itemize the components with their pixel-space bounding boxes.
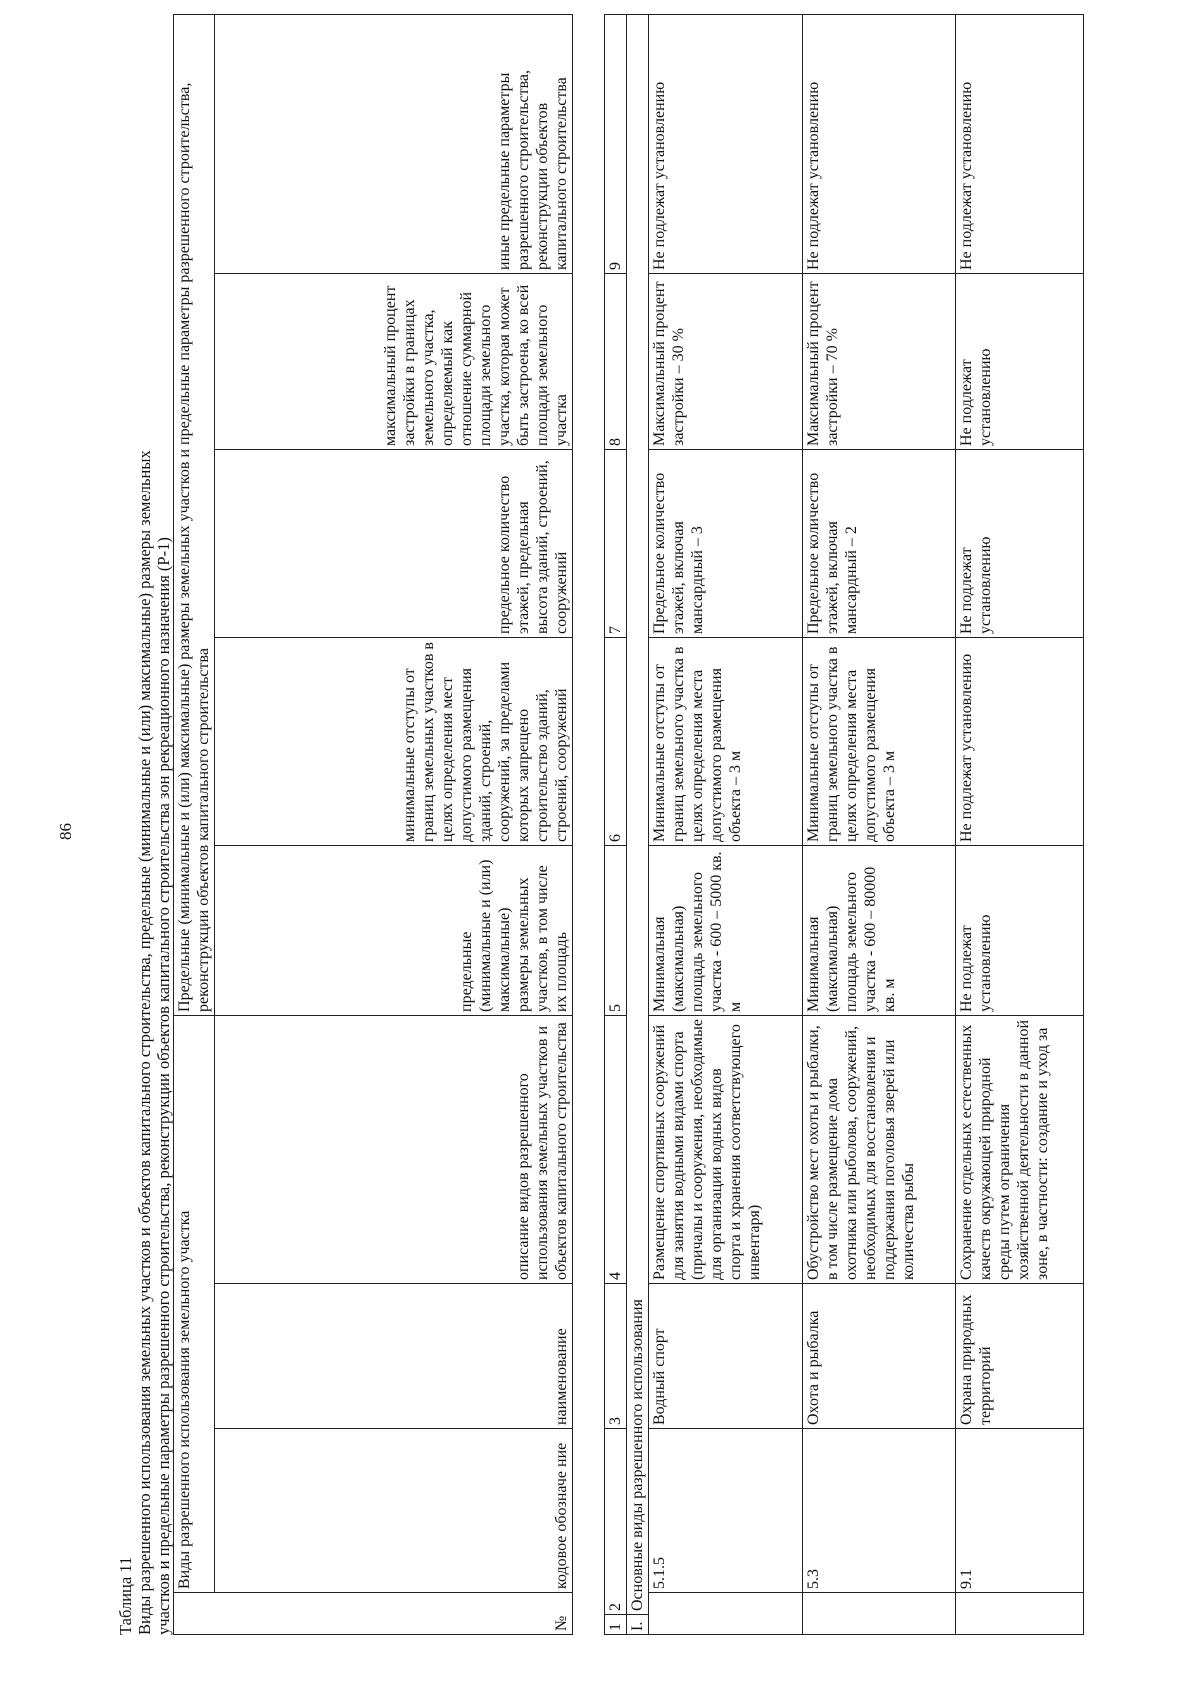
header-description: описание видов разрешенного использования земельных участков и объектов капитального строительства [215, 1015, 573, 1283]
row-number-cell [803, 1593, 956, 1635]
col-number: 7 [605, 450, 627, 638]
cell-floors: Не подлежат установлению [956, 450, 1084, 638]
header-group-parameters: Предельные (минимальные и (или) максимальные) размеры земельных участков и предельные параметры разрешенного строительства, реконструкции объектов капитального строительства [174, 14, 215, 1015]
table-title-line-2: участков и предельные параметры разрешенного строительства, реконструкции объектов капитального строительства зон рекреационного назначения (Р-1) [154, 537, 173, 1635]
cell-code: 9.1 [956, 1429, 1084, 1593]
cell-plot-size: Минимальная (максимальная) площадь земельного участка - 600 – 80000 кв. м [803, 846, 956, 1016]
cell-code: 5.1.5 [649, 1429, 803, 1593]
cell-setbacks: Минимальные отступы от границ земельного участка в целях определения места допустимого размещения объекта – 3 м [803, 638, 956, 846]
cell-other-params: Не подлежат установлению [649, 15, 803, 274]
cell-name: Охрана природных территорий [956, 1284, 1084, 1429]
col-number: 5 [605, 846, 627, 1016]
cell-description: Обустройство мест охоты и рыбалки, в том числе размещение дома охотника или рыболова, сооружений, необходимых для восстановления и поддержания поголовья зверей или количества рыбы [803, 1016, 956, 1284]
cell-setbacks: Не подлежат установлению [956, 638, 1084, 846]
table-row [803, 15, 956, 1635]
cell-description: Размещение спортивных сооружений для занятия водными видами спорта (причалы и сооружения, необходимые для организации водных видов спорта и хранения соответствующего инвентаря) [649, 1016, 803, 1284]
cell-name: Охота и рыбалка [803, 1284, 956, 1429]
cell-floors: Предельное количество этажей, включая мансардный – 3 [649, 450, 803, 638]
header-plot-size: предельные (минимальные и (или) максимальные) размеры земельных участков, в том числе их площадь [215, 845, 573, 1015]
cell-other-params: Не подлежат установлению [803, 15, 956, 274]
header-name: наименование [215, 1284, 573, 1429]
col-number: 3 [605, 1284, 627, 1429]
cell-coverage: Максимальный процент застройки – 30 % [649, 274, 803, 450]
table-title-line-1: Виды разрешенного использования земельных участков и объектов капитального строительства, предельные (минимальные и (или) максимальные) размеры земельных [135, 450, 154, 1635]
cell-plot-size: Не подлежат установлению [956, 846, 1084, 1016]
cell-description: Сохранение отдельных естественных качеств окружающей природной среды путем ограничения хозяйственной деятельности в данной зоне, в частности: создание и уход за [956, 1016, 1084, 1284]
cell-name: Водный спорт [649, 1284, 803, 1429]
header-coverage: максимальный процент застройки в границах земельного участка, определяемый как отношение суммарной площади земельного участка, которая может быть застроена, ко всей площади земельного участка [215, 273, 573, 449]
header-group-use-types: Виды разрешенного использования земельного участка [174, 1015, 215, 1592]
row-number-cell [649, 1593, 803, 1635]
column-number-row [605, 15, 627, 1635]
header-floors: предельное количество этажей, предельная высота зданий, строений, сооружений [215, 449, 573, 637]
table-row [956, 15, 1084, 1635]
header-no: № [174, 1593, 573, 1635]
col-number: 1 [605, 1615, 627, 1635]
cell-code: 5.3 [803, 1429, 956, 1593]
page-number: 86 [56, 823, 75, 840]
col-number: 9 [605, 15, 627, 274]
col-number: 8 [605, 274, 627, 450]
table-header [173, 14, 573, 1635]
cell-setbacks: Минимальные отступы от границ земельного участка в целях определения места допустимого размещения объекта – 3 м [649, 638, 803, 846]
header-setbacks: минимальные отступы от границ земельных участков в целях определения мест допустимого размещения зданий, строений, сооружений, за пределами которых запрещено строительство зданий, строений, сооружений [215, 637, 573, 845]
header-code: кодовое обозначе ние [215, 1429, 573, 1593]
cell-coverage: Не подлежат установлению [956, 274, 1084, 450]
section-number: I. [627, 1615, 649, 1635]
cell-coverage: Максимальный процент застройки – 70 % [803, 274, 956, 450]
cell-plot-size: Минимальная (максимальная) площадь земельного участка - 600 – 5000 кв. м [649, 846, 803, 1016]
header-other-params: иные предельные параметры разрешенного строительства, реконструкции объектов капитального строительства [215, 14, 573, 273]
table-caption: Таблица 11 [116, 1556, 135, 1635]
cell-other-params: Не подлежат установлению [956, 15, 1084, 274]
row-number-cell [956, 1593, 1084, 1635]
col-number: 2 [605, 1429, 627, 1615]
section-row [627, 15, 649, 1635]
table-body [604, 14, 1084, 1635]
col-number: 4 [605, 1016, 627, 1284]
col-number: 6 [605, 638, 627, 846]
cell-floors: Предельное количество этажей, включая мансардный – 2 [803, 450, 956, 638]
table-row [649, 15, 803, 1635]
rotated-page-content [116, 15, 1200, 1635]
section-label: Основные виды разрешенного использования [627, 15, 649, 1615]
